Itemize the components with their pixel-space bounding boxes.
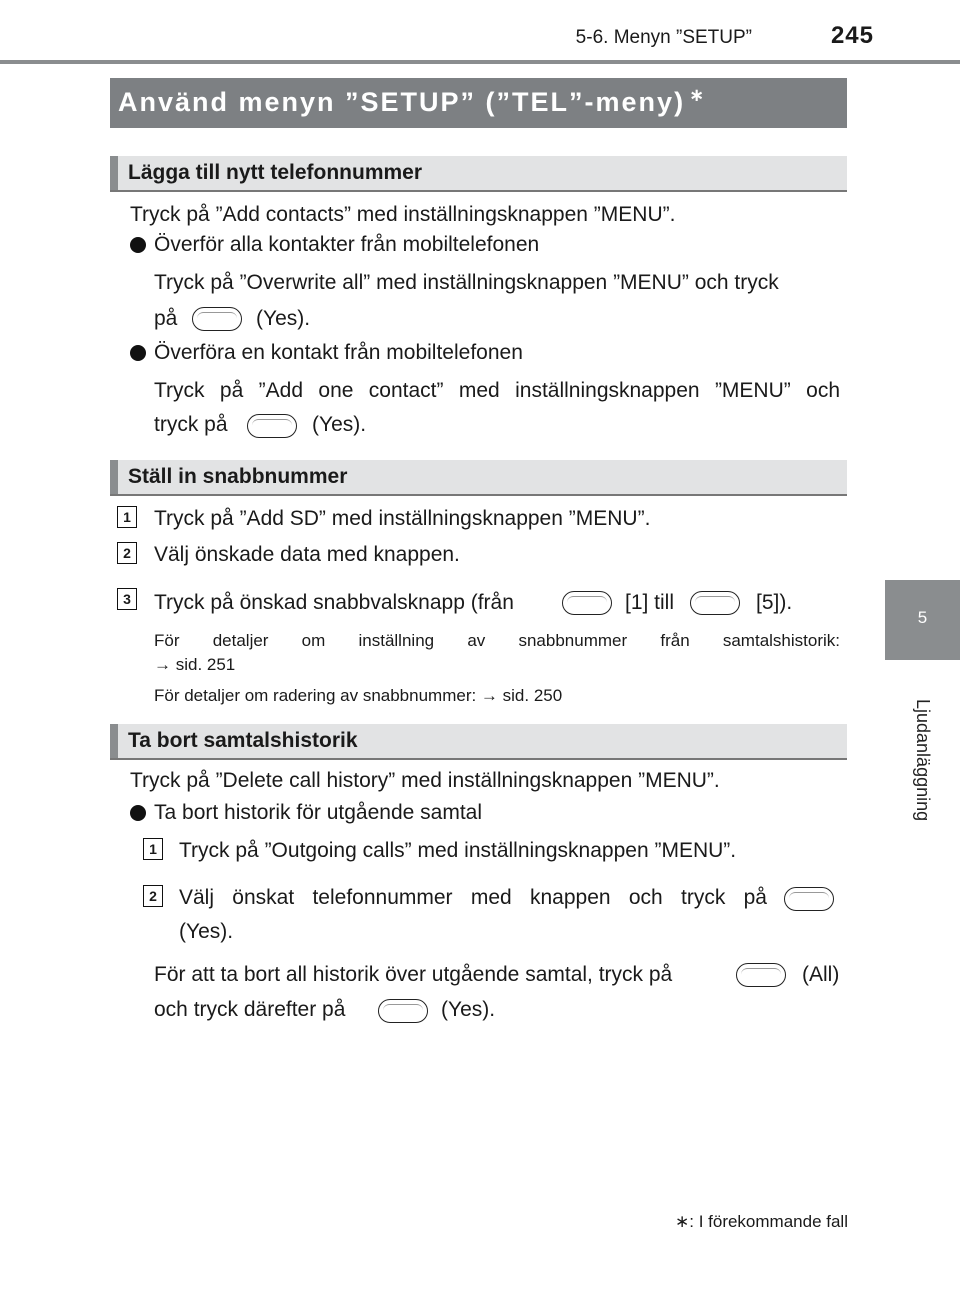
section-reference: 5-6. Menyn ”SETUP” xyxy=(575,27,752,48)
sec1-bullet1-pre: på xyxy=(154,307,178,330)
sec1-bullet1-post: (Yes). xyxy=(256,307,311,330)
sec3-all-post: (All) xyxy=(802,963,840,986)
footnote-star: ∗ xyxy=(689,85,707,105)
yes-button-icon xyxy=(247,414,297,438)
sec2-step1: Tryck på ”Add SD” med inställningsknappen ”MENU”. xyxy=(154,507,651,530)
sec3-intro: Tryck på ”Delete call history” med inställningsknappen ”MENU”. xyxy=(130,769,720,792)
section-heading-add-number xyxy=(110,156,847,192)
sec1-bullet2-post: (Yes). xyxy=(312,413,367,436)
chapter-label xyxy=(885,690,960,830)
heading-stripe xyxy=(110,156,118,190)
sec3-step2-line2: (Yes). xyxy=(179,920,234,943)
step-number-1: 1 xyxy=(143,838,163,860)
yes-button-icon xyxy=(784,887,834,911)
all-button-icon xyxy=(736,963,786,987)
sec3-bullet1-title: Ta bort historik för utgående samtal xyxy=(154,801,483,824)
sec3-all-pre: För att ta bort all historik över utgående samtal, tryck på xyxy=(154,963,673,986)
sec3-step1: Tryck på ”Outgoing calls” med inställningsknappen ”MENU”. xyxy=(179,839,737,862)
sec1-bullet1-title: Överför alla kontakter från mobiltelefonen xyxy=(154,233,540,256)
sec2-step2: Välj önskade data med knappen. xyxy=(154,543,460,566)
step-number-2: 2 xyxy=(117,542,137,564)
speed-dial-5-button-icon xyxy=(690,591,740,615)
sec1-intro: Tryck på ”Add contacts” med inställningsknappen ”MENU”. xyxy=(130,203,676,226)
page-title-bar xyxy=(110,78,847,128)
sec1-bullet2-pre: tryck på xyxy=(154,413,228,436)
heading-stripe xyxy=(110,460,118,494)
sec3-step2-line1: Välj önskat telefonnummer med knappen och tryck på xyxy=(179,886,767,909)
chapter-number: 5 xyxy=(917,608,928,627)
section-heading-text: Ta bort samtalshistorik xyxy=(128,729,358,752)
section-heading-delete-history xyxy=(110,724,847,760)
sec2-step3-post: [5]). xyxy=(756,591,793,614)
step-number-2: 2 xyxy=(143,885,163,907)
bullet-icon xyxy=(130,805,146,821)
page-number: 245 xyxy=(830,22,874,49)
bullet-icon xyxy=(130,237,146,253)
sec2-note1-line2: → sid. 251 xyxy=(154,655,236,674)
footnote xyxy=(675,1209,848,1235)
sec1-bullet2-title: Överföra en kontakt från mobiltelefonen xyxy=(154,341,523,364)
sec3-all-line2-post: (Yes). xyxy=(441,998,496,1021)
bullet-icon xyxy=(130,345,146,361)
sec2-step3-mid: [1] till xyxy=(625,591,675,614)
page-title: Använd menyn ”SETUP” (”TEL”-meny) ∗ xyxy=(118,85,707,117)
yes-button-icon xyxy=(378,999,428,1023)
sec2-note1-line1: För detaljer om inställning av snabbnummer från samtalshistorik: xyxy=(154,631,840,650)
sec1-bullet1-line1: Tryck på ”Overwrite all” med inställningsknappen ”MENU” och tryck xyxy=(154,271,779,294)
heading-stripe xyxy=(110,724,118,758)
sec3-all-line2-pre: och tryck därefter på xyxy=(154,998,346,1021)
step-number-1: 1 xyxy=(117,506,137,528)
section-heading-speed-dial xyxy=(110,460,847,496)
sec1-bullet2-line1: Tryck på ”Add one contact” med inställningsknappen ”MENU” och xyxy=(154,379,840,402)
chapter-tab xyxy=(885,580,960,660)
footnote-star: ∗ xyxy=(675,1212,690,1231)
speed-dial-1-button-icon xyxy=(562,591,612,615)
section-heading-text: Lägga till nytt telefonnummer xyxy=(128,161,423,184)
sec2-note2: För detaljer om radering av snabbnummer: → sid. 250 xyxy=(154,686,563,705)
step-number-3: 3 xyxy=(117,588,137,610)
header-rule xyxy=(0,60,960,64)
yes-button-icon xyxy=(192,307,242,331)
footnote-text: : I förekommande fall xyxy=(689,1212,848,1231)
sec2-step3-pre: Tryck på önskad snabbvalsknapp (från xyxy=(154,591,514,614)
chapter-label-text: Ljudanläggning xyxy=(913,698,933,822)
section-heading-text: Ställ in snabbnummer xyxy=(128,465,348,488)
